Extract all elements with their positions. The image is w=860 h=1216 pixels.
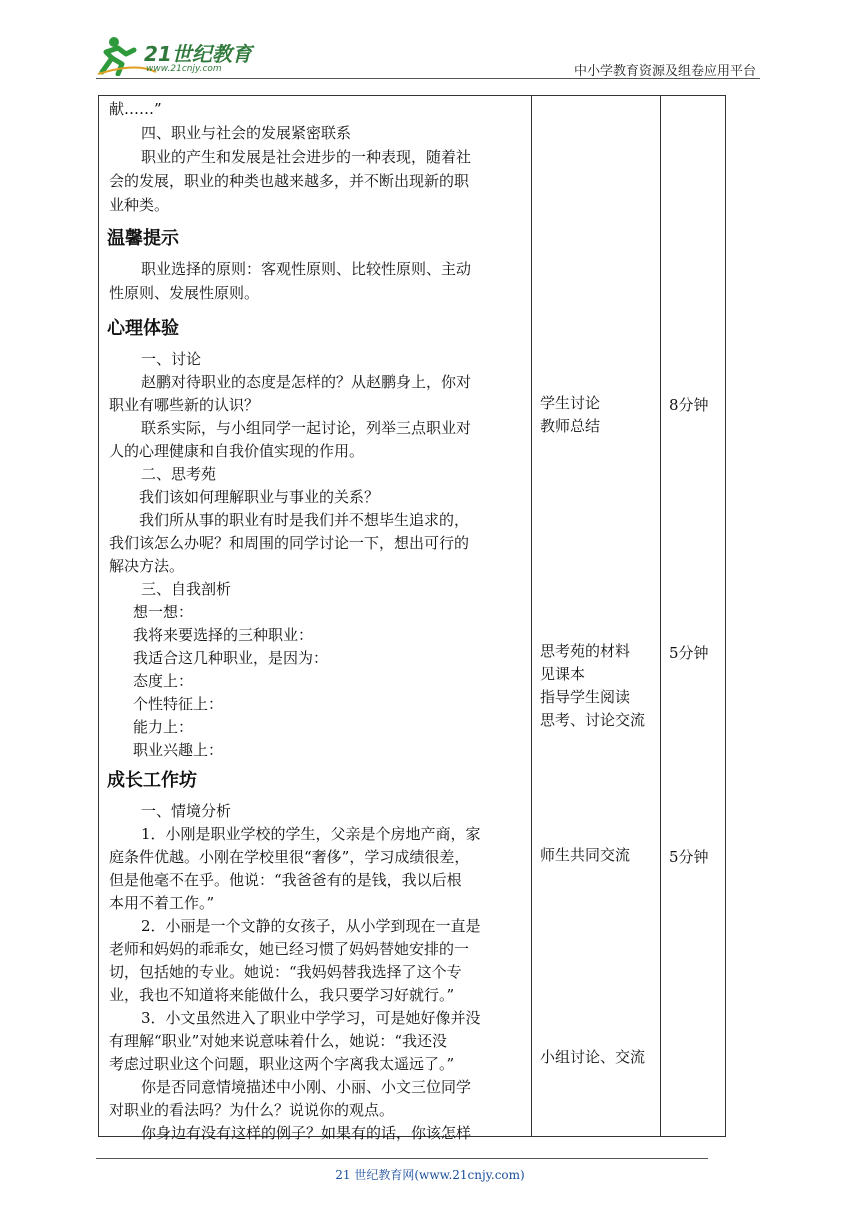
subheading-line: 三、自我剖析 <box>141 580 232 598</box>
text-line: 职业选择的原则：客观性原则、比较性原则、主动 <box>141 260 472 278</box>
content-cell <box>99 96 532 1142</box>
text-line: 业种类。 <box>109 196 170 214</box>
text-line: 我将来要选择的三种职业： <box>133 626 314 644</box>
time-label: 8分钟 <box>669 396 709 414</box>
text-line: 人的心理健康和自我价值实现的作用。 <box>109 442 365 460</box>
section-heading-warm-tip: 温馨提示 <box>107 228 179 249</box>
text-line: 我适合这几种职业，是因为： <box>133 649 329 667</box>
time-cell <box>661 96 726 1137</box>
activity-note: 教师总结 <box>540 417 601 435</box>
text-line: 我们所从事的职业有时是我们并不想毕生追求的， <box>139 511 470 529</box>
text-line: 职业兴趣上： <box>133 741 224 759</box>
text-line: 会的发展，职业的种类也越来越多，并不断出现新的职 <box>109 172 470 190</box>
subheading-line: 二、思考苑 <box>141 465 217 483</box>
text-line: 联系实际，与小组同学一起讨论，列举三点职业对 <box>141 419 472 437</box>
activity-note: 思考、讨论交流 <box>540 711 646 729</box>
logo-text: 21世纪教育 <box>144 42 252 66</box>
text-line: 老师和妈妈的乖乖女，她已经习惯了妈妈替她安排的一 <box>109 940 470 958</box>
time-label: 5分钟 <box>669 848 709 866</box>
text-line: 性原则、发展性原则。 <box>109 284 260 302</box>
time-label: 5分钟 <box>669 644 709 662</box>
text-line: 解决方法。 <box>109 557 185 575</box>
text-line: 我们该怎么办呢？和周围的同学讨论一下，想出可行的 <box>109 534 470 552</box>
lesson-content <box>99 96 531 1142</box>
table-row <box>99 96 726 1137</box>
lesson-table <box>98 95 726 1142</box>
text-line: 你身边有没有这样的例子？如果有的话，你该怎样 <box>141 1124 472 1142</box>
text-line: 态度上： <box>133 672 194 690</box>
activity-note: 思考苑的材料 <box>540 642 631 660</box>
text-line: 对职业的看法吗？为什么？说说你的观点。 <box>109 1101 395 1119</box>
activity-note: 师生共同交流 <box>540 846 631 864</box>
text-line: 考虑过职业这个问题，职业这两个字离我太遥远了。” <box>109 1055 455 1073</box>
activity-notes <box>532 96 660 1136</box>
header-platform-title: 中小学教育资源及组卷应用平台 <box>573 64 756 79</box>
activity-note: 小组讨论、交流 <box>540 1048 646 1066</box>
section-heading-psych: 心理体验 <box>107 318 179 339</box>
text-line: 职业的产生和发展是社会进步的一种表现，随着社 <box>141 148 472 166</box>
text-line: 2．小丽是一个文静的女孩子，从小学到现在一直是 <box>141 917 481 935</box>
footer-divider <box>96 1158 708 1159</box>
activity-note: 指导学生阅读 <box>540 688 631 706</box>
text-line: 献……” <box>109 100 162 118</box>
subheading-line: 四、职业与社会的发展紧密联系 <box>141 124 352 142</box>
text-line: 你是否同意情境描述中小刚、小丽、小文三位同学 <box>141 1078 472 1096</box>
text-line: 有理解“职业”对她来说意味着什么，她说：“我还没 <box>109 1032 448 1050</box>
text-line: 我们该如何理解职业与事业的关系？ <box>139 488 380 506</box>
text-line: 但是他毫不在乎。他说：“我爸爸有的是钱，我以后根 <box>109 871 462 889</box>
page-header <box>96 30 760 80</box>
text-line: 个性特征上： <box>133 695 224 713</box>
text-line: 3．小文虽然进入了职业中学学习，可是她好像并没 <box>141 1009 481 1027</box>
time-notes <box>661 96 725 1136</box>
subheading-line: 一、讨论 <box>141 350 202 368</box>
activity-note: 学生讨论 <box>540 394 601 412</box>
header-divider <box>96 78 760 79</box>
text-line: 能力上： <box>133 718 194 736</box>
text-line: 赵鹏对待职业的态度是怎样的？从赵鹏身上，你对 <box>141 373 472 391</box>
section-heading-workshop: 成长工作坊 <box>107 770 197 791</box>
text-line: 庭条件优越。小刚在学校里很“奢侈”，学习成绩很差， <box>109 848 470 866</box>
text-line: 切，包括她的专业。她说：“我妈妈替我选择了这个专 <box>109 963 462 981</box>
text-line: 本用不着工作。” <box>109 894 215 912</box>
activity-cell <box>532 96 661 1137</box>
page-footer: 21 世纪教育网(www.21cnjy.com) <box>335 1168 525 1182</box>
subheading-line: 一、情境分析 <box>141 802 232 820</box>
text-line: 想一想： <box>133 603 194 621</box>
logo-subtext: www.21cnjy.com <box>146 64 222 74</box>
text-line: 业，我也不知道将来能做什么，我只要学习好就行。” <box>109 986 455 1004</box>
text-line: 1．小刚是职业学校的学生，父亲是个房地产商，家 <box>141 825 481 843</box>
activity-note: 见课本 <box>540 665 586 683</box>
text-line: 职业有哪些新的认识？ <box>109 396 260 414</box>
site-logo <box>96 32 266 76</box>
